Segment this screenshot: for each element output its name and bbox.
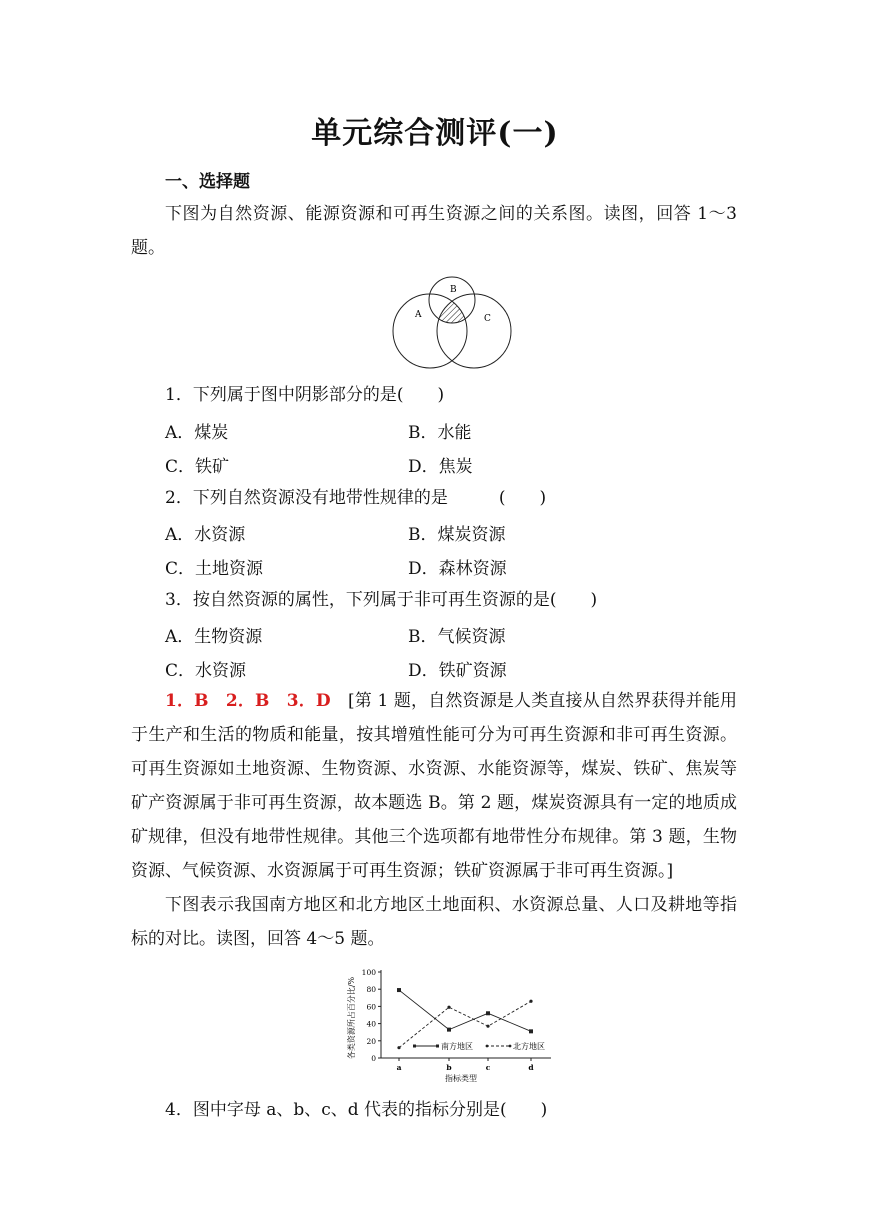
- chart-legend-marker-north: [509, 1045, 512, 1048]
- section-heading: 一、选择题: [165, 172, 250, 192]
- chart-data-point: [397, 1046, 400, 1049]
- question-2-option-c[interactable]: C．土地资源: [165, 559, 264, 579]
- venn-label-c: C: [484, 314, 491, 324]
- question-4-stem: 4．图中字母 a、b、c、d 代表的指标分别是( ): [165, 1100, 548, 1120]
- chart-x-axis-label: 指标类型: [445, 1074, 477, 1083]
- chart-series-line: [399, 1001, 531, 1047]
- question-1-option-a[interactable]: A．煤炭: [165, 423, 229, 443]
- intro-paragraph-1: 下图为自然资源、能源资源和可再生资源之间的关系图。读图，回答 1～3 题。: [131, 204, 737, 258]
- chart-series-line: [399, 990, 531, 1031]
- line-chart: [343, 962, 565, 1086]
- question-3-option-d[interactable]: D．铁矿资源: [408, 661, 507, 681]
- page-title: 单元综合测评(一): [311, 116, 559, 151]
- chart-legend-marker-south: [413, 1045, 416, 1048]
- chart-x-tick-label: a: [396, 1063, 402, 1072]
- chart-y-tick-label: 40: [366, 1019, 376, 1029]
- chart-y-tick-label: 20: [366, 1036, 376, 1046]
- chart-legend-marker-south: [436, 1045, 439, 1048]
- chart-data-point: [397, 988, 401, 992]
- intro-paragraph-2: 下图表示我国南方地区和北方地区土地面积、水资源总量、人口及耕地等指标的对比。读图，回答 4～5 题。: [131, 895, 737, 949]
- chart-data-point: [486, 1011, 490, 1015]
- question-3-stem: 3．按自然资源的属性，下列属于非可再生资源的是( ): [165, 590, 598, 610]
- chart-x-tick-label: c: [485, 1063, 491, 1072]
- chart-data-point: [529, 1000, 532, 1003]
- chart-legend-label-south: 南方地区: [441, 1042, 473, 1051]
- chart-legend-label-north: 北方地区: [513, 1042, 545, 1051]
- chart-legend-marker-north: [486, 1045, 489, 1048]
- question-1-option-b[interactable]: B．水能: [408, 423, 472, 443]
- question-2-option-a[interactable]: A．水资源: [165, 525, 246, 545]
- question-1-stem: 1．下列属于图中阴影部分的是( ): [165, 385, 445, 405]
- question-2-stem: 2．下列自然资源没有地带性规律的是 ( ): [165, 488, 547, 508]
- chart-x-tick-label: d: [528, 1063, 534, 1072]
- chart-y-axis-label: 各类资源所占百分比/%: [347, 976, 356, 1060]
- chart-x-tick-label: b: [446, 1063, 452, 1072]
- question-2-option-b[interactable]: B．煤炭资源: [408, 525, 506, 545]
- chart-data-point: [529, 1029, 533, 1033]
- chart-data-point: [486, 1025, 489, 1028]
- answer-explanation: [131, 684, 737, 888]
- question-3-option-a[interactable]: A．生物资源: [165, 627, 263, 647]
- question-1-option-c[interactable]: C．铁矿: [165, 457, 230, 477]
- chart-y-tick-label: 0: [371, 1054, 376, 1063]
- venn-label-b: B: [450, 285, 457, 295]
- chart-data-point: [447, 1006, 450, 1009]
- chart-y-tick-label: 60: [366, 1002, 376, 1012]
- question-3-option-c[interactable]: C．水资源: [165, 661, 247, 681]
- venn-label-a: A: [415, 310, 422, 320]
- venn-diagram: [385, 270, 525, 380]
- answer-key: 1．B 2．B 3．D: [165, 691, 331, 711]
- question-3-option-b[interactable]: B．气候资源: [408, 627, 506, 647]
- question-1-option-d[interactable]: D．焦炭: [408, 457, 473, 477]
- chart-data-point: [447, 1028, 451, 1032]
- question-2-option-d[interactable]: D．森林资源: [408, 559, 507, 579]
- answer-explanation-text: [第 1 题，自然资源是人类直接从自然界获得并能用于生产和生活的物质和能量，按其增殖性能可分为可再生资源和非可再生资源。可再生资源如土地资源、生物资源、水资源、水能资源等，煤炭、铁矿、焦炭等矿产资源属于非可再生资源，故本题选 B。第 2 题，煤炭资源具有一定的地质成矿规律，但没有地带性规律。其他三个选项都有地带性分布规律。第 3 题，生物资源、气候资源、水资源属于可再生资源；铁矿资源属于非可再生资源。]: [131, 691, 738, 881]
- chart-y-tick-label: 80: [366, 985, 376, 995]
- chart-y-tick-label: 100: [361, 968, 376, 977]
